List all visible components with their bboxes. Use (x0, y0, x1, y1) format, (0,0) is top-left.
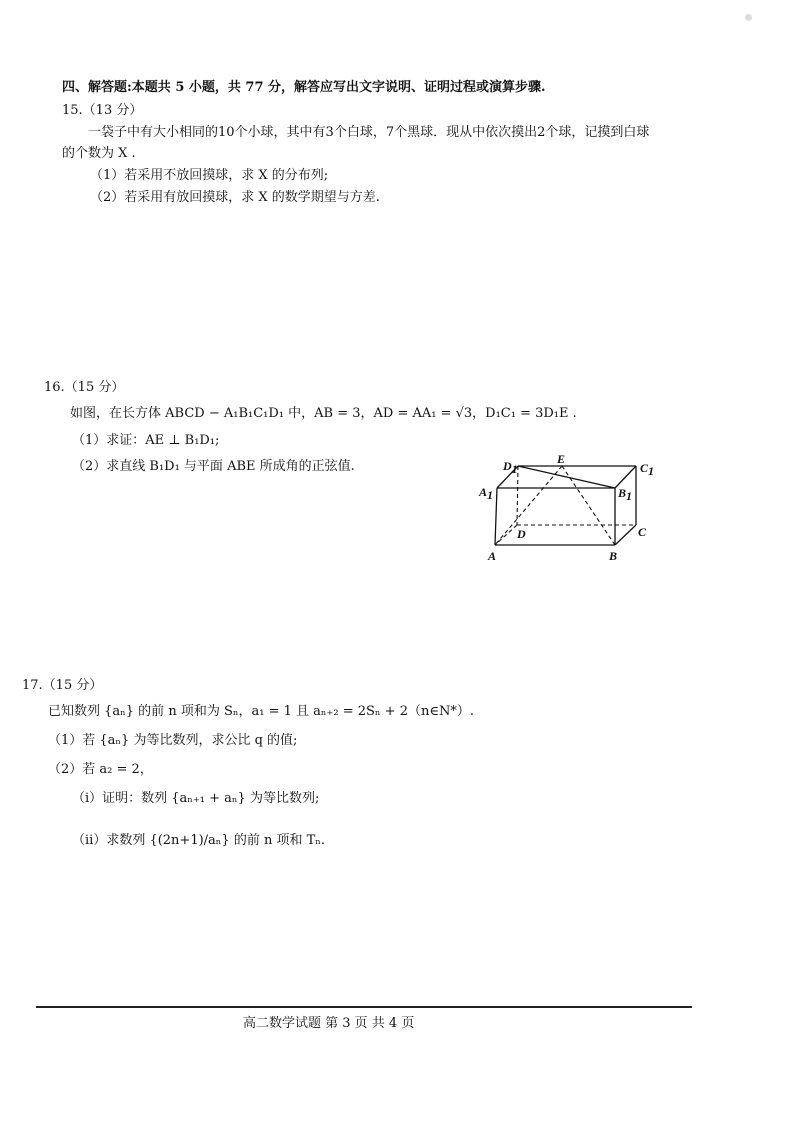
diagonal-d1b1 (518, 466, 615, 488)
segment-be (562, 466, 615, 545)
q16-part1: （1）求证：AE ⊥ B₁D₁; (72, 433, 220, 448)
q16-stem: 如图，在长方体 ABCD − A₁B₁C₁D₁ 中，AB = 3，AD = AA₁ = √3，D₁C₁ = 3D₁E . (70, 406, 577, 421)
cuboid-figure (470, 448, 670, 566)
corner-mark (745, 14, 752, 21)
q16-header: 16.（15 分） (44, 380, 125, 395)
q17-part1: （1）若 {aₙ} 为等比数列，求公比 q 的值; (48, 733, 298, 748)
edge-c1b1 (615, 466, 636, 488)
q15-stem-line1: 一袋子中有大小相同的10个小球，其中有3个白球，7个黑球．现从中依次摸出2个球，记摸到白球 (88, 125, 650, 140)
q15-part1: （1）若采用不放回摸球，求 X 的分布列; (90, 168, 329, 183)
edge-da (495, 525, 517, 545)
q16-part2: （2）求直线 B₁D₁ 与平面 ABE 所成角的正弦值. (72, 459, 355, 474)
footer-page-info: 高二数学试题 第 3 页 共 4 页 (243, 1016, 415, 1031)
label-d: D (517, 527, 526, 541)
label-b1: B1 (618, 486, 633, 503)
edge-bc (615, 525, 636, 545)
footer-rule (36, 1006, 692, 1008)
q15-stem-line2: 的个数为 X . (62, 146, 136, 161)
q17-part2: （2）若 a₂ = 2， (48, 762, 153, 777)
q17-part2-i: （ⅰ）证明：数列 {aₙ₊₁ + aₙ} 为等比数列; (72, 791, 320, 806)
q17-stem: 已知数列 {aₙ} 的前 n 项和为 Sₙ，a₁ = 1 且 aₙ₊₂ = 2Sₙ + 2（n∈N*）. (48, 704, 474, 719)
label-e: E (557, 452, 566, 466)
label-c1: C1 (640, 461, 655, 478)
label-c: C (638, 525, 647, 539)
label-a: A (488, 549, 497, 563)
segment-ae (495, 466, 562, 545)
label-b: B (609, 549, 618, 563)
q15-part2: （2）若采用有放回摸球，求 X 的数学期望与方差. (90, 190, 380, 205)
label-a1: A1 (479, 485, 494, 502)
q17-header: 17.（15 分） (22, 678, 103, 693)
edge-a1a (495, 488, 497, 545)
q17-part2-ii: （ⅱ）求数列 {(2n+1)/aₙ} 的前 n 项和 Tₙ. (72, 833, 326, 848)
label-d1: D1 (503, 459, 518, 476)
section-heading: 四、解答题:本题共 5 小题，共 77 分，解答应写出文字说明、证明过程或演算步骤. (62, 80, 546, 95)
q15-header: 15.（13 分） (62, 103, 143, 118)
